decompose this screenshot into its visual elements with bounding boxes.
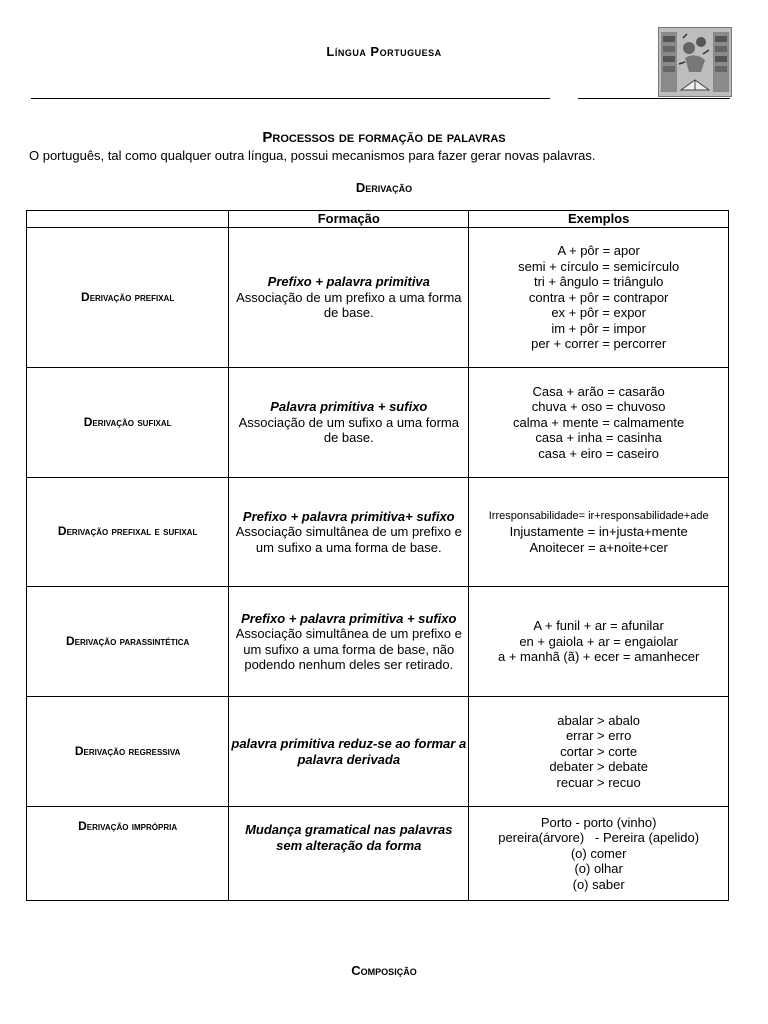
- example-line: im + pôr = impor: [551, 320, 646, 336]
- example-line: calma + mente = calmamente: [513, 414, 685, 430]
- formation-cell: [229, 697, 469, 807]
- table-header-row: [27, 211, 729, 228]
- row-name: Derivação prefixal: [27, 228, 229, 368]
- formation-description: Associação simultânea de um prefixo e um sufixo a uma forma de base.: [235, 524, 462, 555]
- formation-description: Associação de um sufixo a uma forma de base.: [238, 414, 459, 446]
- example-line: A + funil + ar = afunilar: [533, 618, 664, 634]
- example-line: per + correr = percorrer: [531, 336, 667, 352]
- example-line: contra + pôr = contrapor: [528, 289, 669, 305]
- example-line: a + manhã (ã) + ecer = amanhecer: [498, 649, 700, 665]
- example-line: errar > erro: [565, 728, 632, 744]
- formation-formula: Prefixo + palavra primitiva+ sufixo: [242, 508, 455, 524]
- book-illustration-icon: [659, 28, 731, 96]
- example-line: A + pôr = apor: [557, 243, 640, 259]
- formation-cell: [229, 368, 469, 478]
- example-line: (o) olhar: [574, 861, 623, 877]
- row-name: Derivação imprópria: [27, 807, 229, 901]
- header-title: Língua Portuguesa: [326, 44, 442, 59]
- section-heading-derivacao: Derivação: [355, 180, 413, 195]
- formation-cell: [229, 228, 469, 368]
- table-row: [27, 807, 729, 901]
- section-heading-composicao: Composição: [351, 963, 417, 978]
- examples-cell: [469, 368, 729, 478]
- example-line: tri + ângulo = triângulo: [533, 274, 664, 290]
- example-line: abalar > abalo: [557, 712, 641, 728]
- formation-formula: palavra primitiva reduz-se ao formar a palavra derivada: [231, 736, 467, 767]
- table-row: [27, 368, 729, 478]
- example-line: ex + pôr = expor: [551, 305, 646, 321]
- example-line: chuva + oso = chuvoso: [531, 399, 666, 415]
- formation-formula: Palavra primitiva + sufixo: [270, 399, 428, 415]
- example-line: Injustamente = in+justa+mente: [509, 524, 688, 540]
- table-row: [27, 697, 729, 807]
- example-line: Porto - porto (vinho): [540, 814, 657, 830]
- example-line: (o) comer: [570, 845, 627, 861]
- formation-formula: Prefixo + palavra primitiva: [267, 274, 430, 290]
- examples-cell: [469, 807, 729, 901]
- examples-cell: [469, 697, 729, 807]
- document-title: Processos de formação de palavras: [262, 129, 506, 146]
- examples-cell: [469, 478, 729, 587]
- example-line: recuar > recuo: [556, 774, 641, 790]
- example-line: Anoitecer = a+noite+cer: [529, 539, 668, 555]
- row-name: Derivação sufixal: [27, 368, 229, 478]
- example-line: debater > debate: [549, 759, 648, 775]
- formation-description: Associação simultânea de um prefixo e um sufixo a uma forma de base, não podendo nenhum deles ser retirado.: [235, 626, 462, 672]
- example-line: en + gaiola + ar = engaiolar: [519, 633, 678, 649]
- example-line: casa + inha = casinha: [535, 430, 662, 446]
- example-line: pereira(árvore) - Pereira (apelido): [498, 830, 700, 846]
- formation-cell: [229, 807, 469, 901]
- formation-description: Associação de um prefixo a uma forma de base.: [236, 289, 462, 321]
- header-rule: [578, 98, 730, 99]
- header-rule: [31, 98, 550, 99]
- header-cell-exemplos: Exemplos: [469, 211, 729, 228]
- example-line: semi + círculo = semicírculo: [518, 258, 680, 274]
- row-name: Derivação prefixal e sufixal: [27, 478, 229, 587]
- row-name: Derivação regressiva: [27, 697, 229, 807]
- header-cell-formacao: Formação: [229, 211, 469, 228]
- table-row: [27, 587, 729, 697]
- examples-cell: [469, 587, 729, 697]
- formation-cell: [229, 478, 469, 587]
- header-book-illustration: [658, 27, 732, 97]
- row-name: Derivação parassintética: [27, 587, 229, 697]
- example-line: casa + eiro = caseiro: [538, 445, 659, 461]
- examples-cell: [469, 228, 729, 368]
- table-row: [27, 228, 729, 368]
- intro-paragraph: O português, tal como qualquer outra língua, possui mecanismos para fazer gerar novas palavras.: [29, 148, 596, 163]
- example-line: (o) saber: [572, 876, 625, 892]
- example-line: Irresponsabilidade= ir+responsabilidade+ade: [488, 509, 709, 522]
- table-row: [27, 478, 729, 587]
- header-cell-empty: [27, 211, 229, 228]
- formation-cell: [229, 587, 469, 697]
- derivation-table: [26, 210, 729, 901]
- formation-formula: Prefixo + palavra primitiva + sufixo: [241, 610, 457, 626]
- formation-formula: Mudança gramatical nas palavras sem alteração da forma: [245, 822, 453, 853]
- example-line: Casa + arão = casarão: [532, 383, 665, 399]
- example-line: cortar > corte: [560, 743, 638, 759]
